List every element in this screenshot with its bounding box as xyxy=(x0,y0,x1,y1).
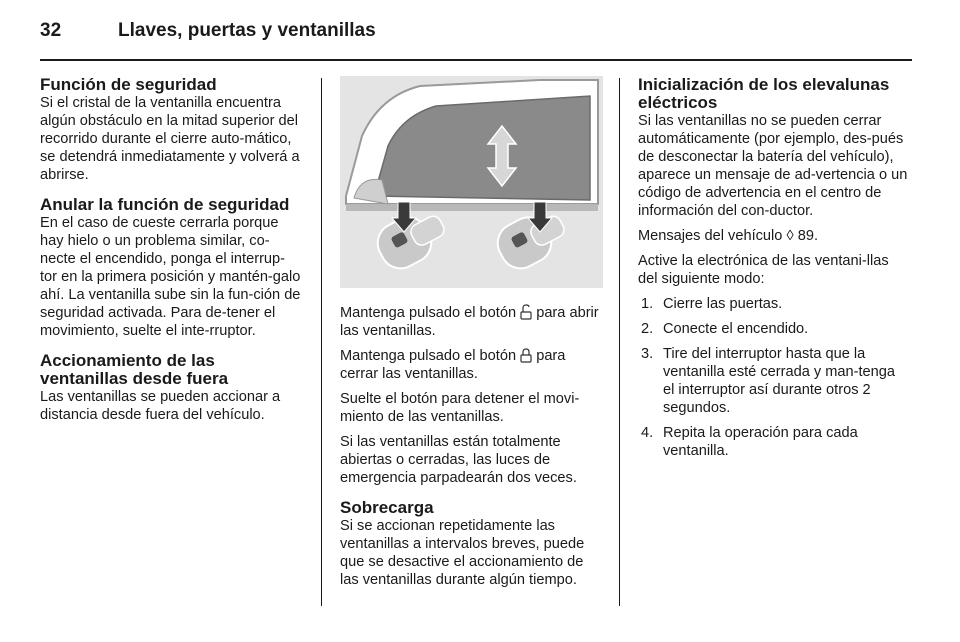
section-heading: Anular la función de seguridad xyxy=(40,195,290,214)
list-item: 3. Tire del interruptor hasta que la ventanilla esté cerrada y man-tenga el interruptor así durante otros 2 segundos. xyxy=(641,346,896,416)
header-rule xyxy=(40,59,912,61)
vehicle-messages-reference: Mensajes del vehículo ◊ 89. xyxy=(638,228,819,244)
section-text: En el caso de cueste cerrarla porque hay hielo o un problema similar, co-necte el encendido, ponga el interrup-tor en la primera posición y mantén-galo ahí. La ventanilla sube sin la fun-ción de seguridad activada. Para de-tener el movimiento, suelte el inte-rruptor. xyxy=(40,215,301,339)
section-heading: Inicialización de los elevalunas eléctricos xyxy=(638,75,890,112)
column-middle xyxy=(340,76,603,601)
section-safety-function xyxy=(40,76,302,184)
instruction-close: Mantenga pulsado el botón para cerrar las ventanillas. xyxy=(340,348,566,382)
section-override-safety xyxy=(40,196,302,340)
section-heading: Función de seguridad xyxy=(40,75,217,94)
page-number: 32 xyxy=(40,20,62,41)
steps-list xyxy=(638,295,910,460)
lock-icon xyxy=(520,347,532,363)
page-title: Llaves, puertas y ventanillas xyxy=(118,20,376,41)
key-window-illustration xyxy=(340,76,603,288)
page-header xyxy=(40,14,912,58)
instruction-stop: Suelte el botón para detener el movi-miento de las ventanillas. xyxy=(340,391,580,425)
section-overload xyxy=(340,499,603,589)
unlock-icon xyxy=(520,304,532,320)
section-text: Las ventanillas se pueden accionar a distancia desde fuera del vehículo. xyxy=(40,389,281,423)
instructions xyxy=(340,304,603,589)
section-heading: Accionamiento de las ventanillas desde fuera xyxy=(40,351,229,388)
instruction-open: Mantenga pulsado el botón para abrir las ventanillas. xyxy=(340,305,599,339)
section-heading: Sobrecarga xyxy=(340,498,434,517)
column-left xyxy=(40,76,302,436)
list-item: 4. Repita la operación para cada ventanilla. xyxy=(641,425,858,459)
instruction-hazard: Si las ventanillas están totalmente abiertas o cerradas, las luces de emergencia parpadearán dos veces. xyxy=(340,434,577,486)
column-right xyxy=(638,76,910,467)
section-text: Si se accionan repetidamente las ventanillas a intervalos breves, puede que se desactive el accionamiento de las ventanillas durante algún tiempo. xyxy=(340,518,585,588)
section-text: Active la electrónica de las ventani-llas del siguiente modo: xyxy=(638,253,889,287)
section-text: Si el cristal de la ventanilla encuentra algún obstáculo en la mitad superior del recorrido durante el cierre auto-mático, se detendrá inmediatamente y volverá a abrirse. xyxy=(40,95,300,183)
list-item: 1. Cierre las puertas. xyxy=(641,296,783,312)
list-item: 2. Conecte el encendido. xyxy=(641,321,809,337)
section-remote-operation xyxy=(40,352,302,424)
column-divider xyxy=(321,78,322,606)
section-text: Si las ventanillas no se pueden cerrar automáticamente (por ejemplo, des-pués de desconectar la batería del vehículo), aparece un mensaje de ad-vertencia o un código de advertencia en el centro de información del con-ductor. xyxy=(638,113,908,219)
column-divider xyxy=(619,78,620,606)
